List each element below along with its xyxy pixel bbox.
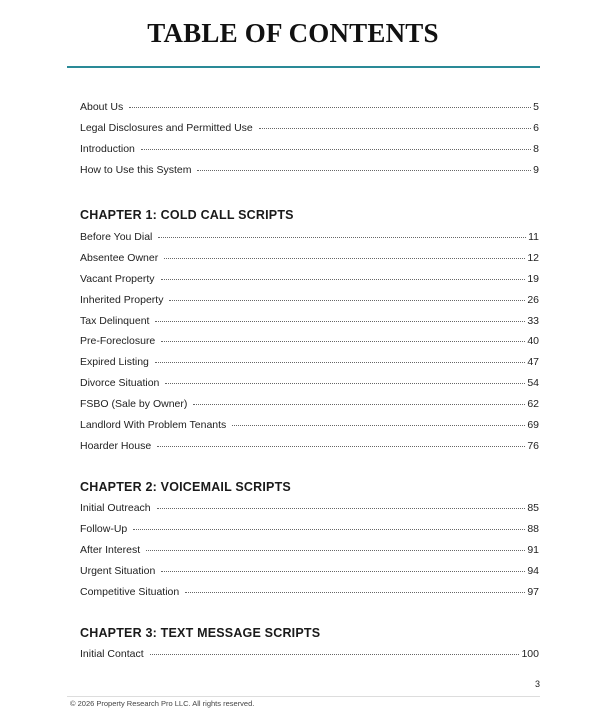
page-number: 3 [534,679,540,689]
toc-entry-page: 85 [527,502,539,514]
dot-leader [165,383,525,384]
toc-entry-page: 26 [527,294,539,306]
toc-entry-page: 8 [533,143,539,155]
toc-entry-page: 94 [527,565,539,577]
dot-leader [197,170,531,171]
toc-entry-label: Introduction [80,143,135,155]
dot-leader [157,446,525,447]
toc-entry-follow-up[interactable] [80,523,539,539]
toc-entry-divorce-situation[interactable] [80,377,539,393]
toc-entry-after-interest[interactable] [80,544,539,560]
toc-entry-vacant-property[interactable] [80,273,539,289]
footer-copyright: © 2026 Property Research Pro LLC. All rights reserved. [70,699,255,708]
toc-entry-label: Landlord With Problem Tenants [80,419,227,431]
title-divider [67,66,540,68]
dot-leader [185,592,525,593]
dot-leader [146,550,525,551]
dot-leader [157,508,526,509]
toc-entry-page: 12 [527,252,539,264]
dot-leader [259,128,531,129]
toc-entry-label: Expired Listing [80,356,149,368]
toc-entry-label: Initial Contact [80,648,144,660]
toc-entry-landlord-problem-tenants[interactable] [80,419,539,435]
toc-entry-label: FSBO (Sale by Owner) [80,398,188,410]
toc-entry-label: Absentee Owner [80,252,159,264]
toc-entry-page: 97 [527,586,539,598]
toc-entry-page: 11 [528,231,539,243]
dot-leader [155,362,525,363]
toc-entry-page: 19 [527,273,539,285]
toc-entry-label: Competitive Situation [80,586,180,598]
dot-leader [164,258,525,259]
toc-entry-legal-disclosures[interactable] [80,122,539,138]
toc-entry-expired-listing[interactable] [80,356,539,372]
dot-leader [155,321,525,322]
toc-entry-page: 88 [527,523,539,535]
toc-entry-page: 62 [527,398,539,410]
toc-entry-initial-outreach[interactable] [80,502,539,518]
toc-entry-page: 54 [527,377,539,389]
dot-leader [161,571,525,572]
chapter-1-heading: CHAPTER 1: COLD CALL SCRIPTS [80,208,294,222]
toc-entry-page: 100 [521,648,539,660]
toc-entry-about-us[interactable] [80,101,539,117]
toc-entry-before-you-dial[interactable] [80,231,539,247]
toc-entry-how-to-use[interactable] [80,164,539,180]
dot-leader [150,654,520,655]
dot-leader [141,149,531,150]
toc-entry-page: 5 [533,101,539,113]
toc-entry-label: Tax Delinquent [80,315,150,327]
toc-entry-page: 91 [527,544,539,556]
toc-entry-label: Follow-Up [80,523,128,535]
toc-entry-introduction[interactable] [80,143,539,159]
toc-entry-page: 33 [527,315,539,327]
toc-entry-label: Urgent Situation [80,565,156,577]
toc-entry-page: 47 [527,356,539,368]
toc-entry-page: 69 [527,419,539,431]
dot-leader [232,425,525,426]
toc-entry-tax-delinquent[interactable] [80,315,539,331]
toc-entry-page: 6 [533,122,539,134]
dot-leader [193,404,525,405]
toc-entry-hoarder-house[interactable] [80,440,539,456]
toc-entry-page: 40 [527,335,539,347]
dot-leader [129,107,531,108]
dot-leader [133,529,525,530]
toc-entry-label: Before You Dial [80,231,153,243]
footer-divider [67,696,540,697]
toc-entry-label: Legal Disclosures and Permitted Use [80,122,253,134]
toc-entry-label: Pre-Foreclosure [80,335,156,347]
toc-entry-inherited-property[interactable] [80,294,539,310]
toc-entry-page: 9 [533,164,539,176]
dot-leader [161,341,525,342]
toc-entry-page: 76 [527,440,539,452]
toc-entry-label: Inherited Property [80,294,164,306]
toc-entry-fsbo[interactable] [80,398,539,414]
toc-entry-label: Vacant Property [80,273,155,285]
toc-entry-competitive-situation[interactable] [80,586,539,602]
page-title: TABLE OF CONTENTS [147,18,439,48]
toc-entry-label: After Interest [80,544,141,556]
toc-entry-label: Hoarder House [80,440,152,452]
toc-entry-label: Initial Outreach [80,502,151,514]
toc-entry-absentee-owner[interactable] [80,252,539,268]
dot-leader [158,237,526,238]
toc-entry-urgent-situation[interactable] [80,565,539,581]
dot-leader [161,279,526,280]
toc-entry-label: How to Use this System [80,164,192,176]
toc-entry-initial-contact[interactable] [80,648,539,664]
dot-leader [169,300,525,301]
toc-entry-pre-foreclosure[interactable] [80,335,539,351]
toc-entry-label: Divorce Situation [80,377,160,389]
chapter-3-heading: CHAPTER 3: TEXT MESSAGE SCRIPTS [80,626,321,640]
chapter-2-heading: CHAPTER 2: VOICEMAIL SCRIPTS [80,480,291,494]
toc-entry-label: About Us [80,101,124,113]
